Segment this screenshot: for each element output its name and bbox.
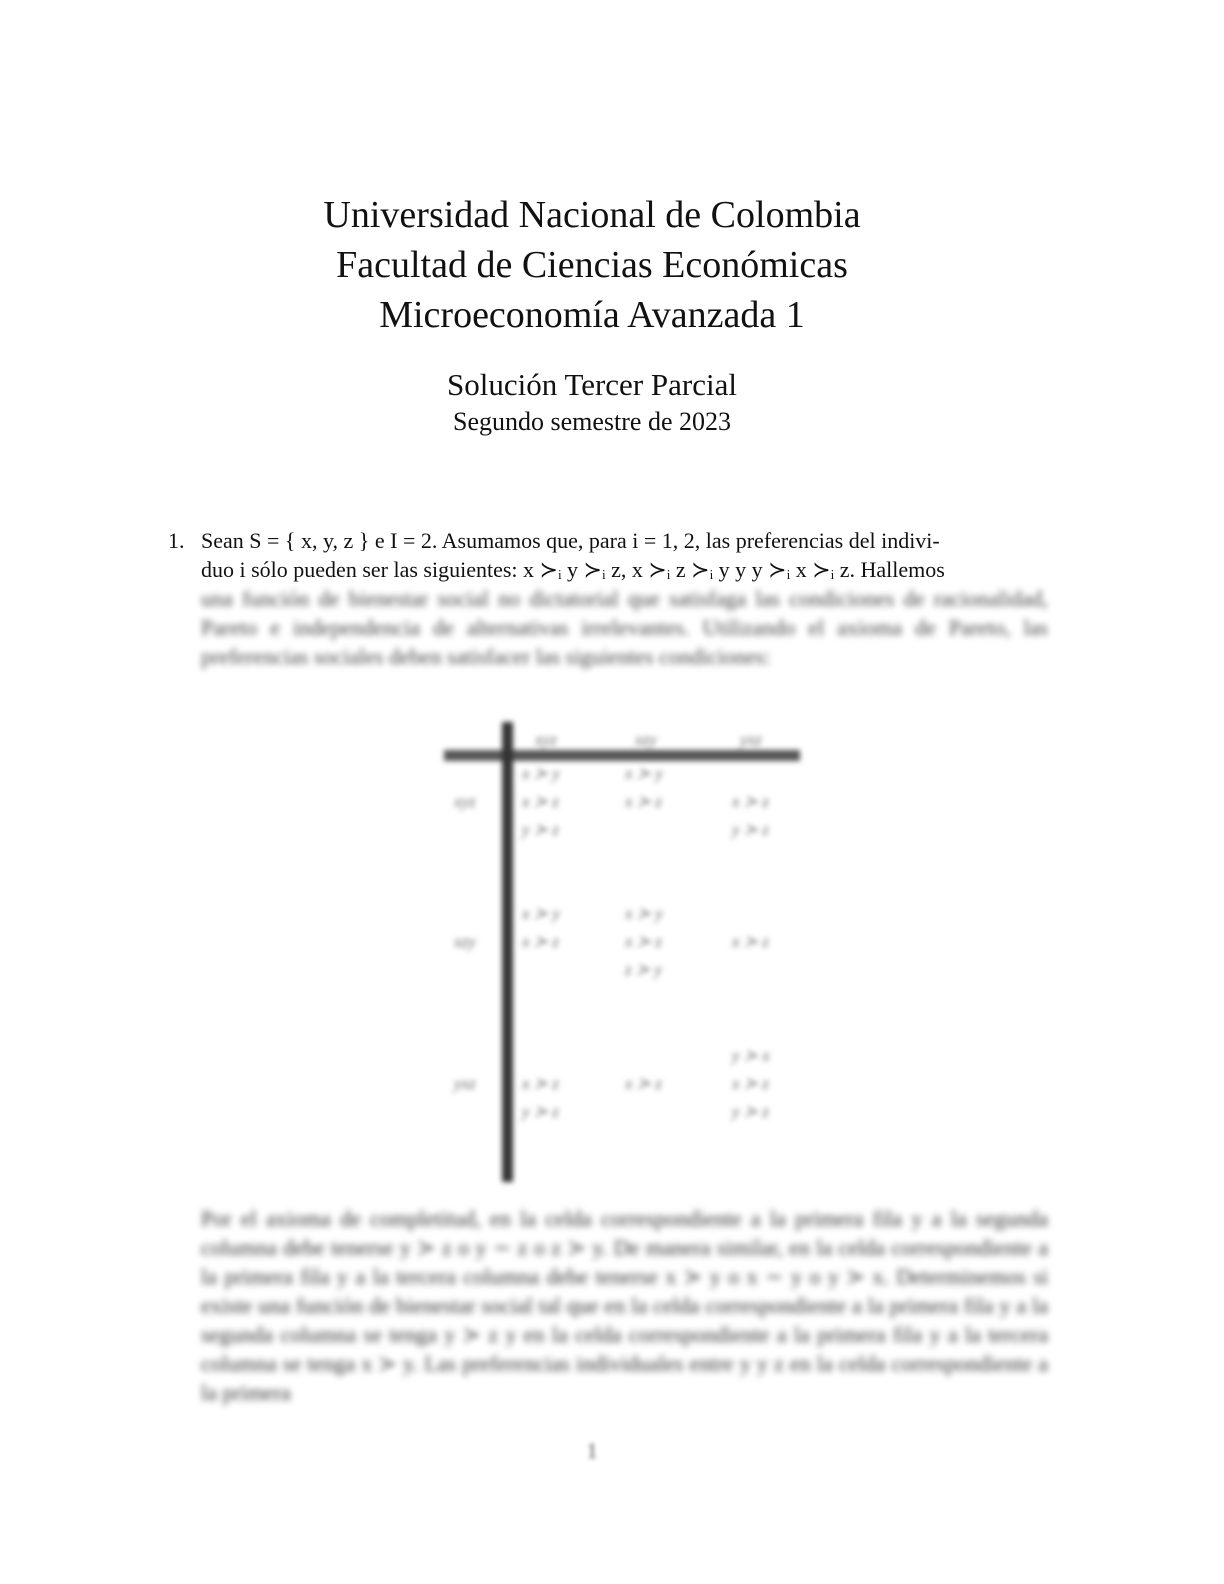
exam-title: Solución Tercer Parcial — [447, 367, 737, 402]
table-cell: z ≻ y — [625, 960, 662, 979]
table-cell: x ≻ z — [625, 932, 662, 951]
semester-label: Segundo semestre de 2023 — [452, 407, 731, 436]
course-name: Microeconomía Avanzada 1 — [379, 294, 805, 336]
table-cell: x ≻ z — [522, 792, 559, 811]
table-cell: x ≻ z — [732, 932, 769, 951]
problem-number: 1. — [168, 528, 185, 553]
table-header-rule — [444, 750, 800, 761]
table-cell: x ≻ z — [625, 792, 662, 811]
document-subtitle — [0, 365, 1184, 439]
document-header — [0, 190, 1184, 340]
faculty-name: Facultad de Ciencias Económicas — [336, 244, 848, 286]
table-cell: y ≻ z — [732, 820, 769, 839]
table-cell: x ≻ y — [522, 764, 560, 783]
table-cell: x ≻ z — [732, 792, 769, 811]
problem-line-2: duo i sólo pueden ser las siguientes: x ≻ᵢ y ≻ᵢ z, x ≻ᵢ z ≻ᵢ y y y ≻ᵢ x ≻ᵢ z. Hallemos — [201, 557, 945, 582]
row-header: yxz — [454, 1074, 476, 1093]
table-cell: x ≻ y — [625, 764, 663, 783]
table-cell: x ≻ y — [625, 904, 663, 923]
preference-table — [440, 722, 810, 1182]
row-header: xyz — [454, 792, 476, 811]
col-header: yxz — [740, 730, 762, 749]
table-cell: x ≻ z — [625, 1074, 662, 1093]
col-header: xzy — [635, 730, 657, 749]
table-cell: x ≻ z — [732, 1074, 769, 1093]
table-cell: y ≻ z — [522, 820, 559, 839]
problem-1 — [168, 526, 1048, 671]
table-cell: y ≻ z — [732, 1102, 769, 1121]
table-cell: y ≻ x — [732, 1046, 770, 1065]
table-cell: y ≻ z — [522, 1102, 559, 1121]
table-cell: x ≻ z — [522, 932, 559, 951]
university-name: Universidad Nacional de Colombia — [323, 194, 861, 236]
problem-blurred-text: una función de bienestar social no dictatorial que satisfaga las condiciones de racionalidad, Pareto e independencia de alternativas irrelevantes. Utilizando el axioma de Pareto, las preferencias sociales deben satisfacer las siguientes condiciones: — [201, 586, 1048, 669]
col-header: xyz — [535, 730, 557, 749]
row-header: xzy — [454, 932, 476, 951]
solution-paragraph: Por el axioma de completitud, en la celda correspondiente a la primera fila y a la segunda columna debe tenerse y ≻ z o y ∼ z o z ≻ y. De manera similar, en la celda correspondiente a la primera fila y a la tercera columna debe tenerse x ≻ y o x ∼ y o y ≻ x. Determinemos si existe una función de bienestar social tal que en la celda correspondiente a la primera fila y a la segunda columna se tenga y ≻ z y en la celda correspondiente a la primera fila y a la tercera columna se tenga x ≻ y. Las preferencias individuales entre y y z en la celda correspondiente a la primera — [201, 1206, 1048, 1405]
table-row-rule — [502, 722, 513, 1182]
problem-statement — [201, 526, 1048, 671]
page-number: 1 — [586, 1438, 598, 1463]
table-cell: x ≻ y — [522, 904, 560, 923]
problem-line-1: Sean S = { x, y, z } e I = 2. Asumamos que, para i = 1, 2, las preferencias del indivi- — [201, 528, 940, 553]
table-cell: x ≻ z — [522, 1074, 559, 1093]
